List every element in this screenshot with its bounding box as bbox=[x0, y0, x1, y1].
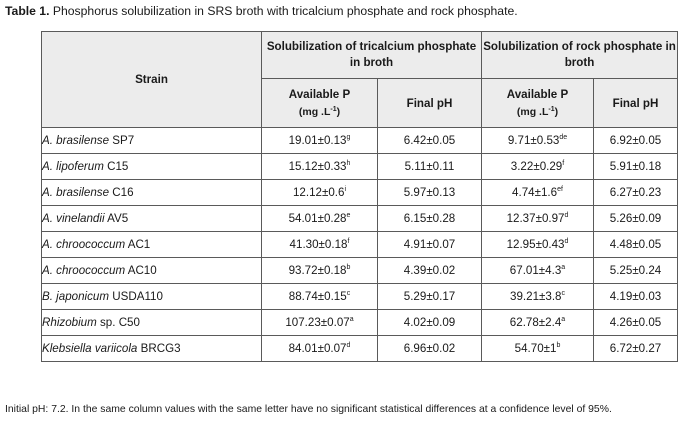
header-tricalcium-group: Solubilization of tricalcium phosphate in broth bbox=[262, 32, 482, 79]
tcp-final-ph-cell: 5.29±0.17 bbox=[378, 284, 482, 310]
rp-available-p-cell: 12.37±0.97$^d$ bbox=[482, 206, 594, 232]
rp-final-ph-cell: 5.26±0.09 bbox=[594, 206, 678, 232]
available-p-unit: (mg $.L^{-1}$) bbox=[516, 105, 559, 118]
table-row bbox=[42, 180, 678, 206]
table-row bbox=[42, 154, 678, 180]
tcp-final-ph-cell: 4.39±0.02 bbox=[378, 258, 482, 284]
strain-cell: A. lipoferum C15 bbox=[42, 154, 262, 180]
caption-text: Phosphorus solubilization in SRS broth with tricalcium phosphate and rock phosphate. bbox=[49, 4, 518, 18]
rp-available-p-cell: 12.95±0.43$^d$ bbox=[482, 232, 594, 258]
strain-cell: A. chroococcum AC1 bbox=[42, 232, 262, 258]
available-p-label: Available P bbox=[288, 87, 351, 101]
tcp-final-ph-cell: 5.11±0.11 bbox=[378, 154, 482, 180]
rp-final-ph-cell: 6.72±0.27 bbox=[594, 336, 678, 362]
rp-available-p-cell: 39.21±3.8$^c$ bbox=[482, 284, 594, 310]
table-caption bbox=[5, 3, 518, 19]
tcp-final-ph-cell: 6.96±0.02 bbox=[378, 336, 482, 362]
header-rp-final-ph: Final pH bbox=[594, 79, 678, 128]
rp-available-p-cell: 9.71±0.53de bbox=[482, 128, 594, 154]
rp-available-p-cell: 4.74±1.6$^{ef}$ bbox=[482, 180, 594, 206]
strain-cell: B. japonicum USDA110 bbox=[42, 284, 262, 310]
rp-available-p-cell: 67.01±4.3$^a$ bbox=[482, 258, 594, 284]
header-tcp-available-p bbox=[262, 79, 378, 128]
table-row bbox=[42, 128, 678, 154]
rp-final-ph-cell: 4.48±0.05 bbox=[594, 232, 678, 258]
tcp-final-ph-cell: 4.02±0.09 bbox=[378, 310, 482, 336]
rp-final-ph-cell: 4.19±0.03 bbox=[594, 284, 678, 310]
rp-final-ph-cell: 4.26±0.05 bbox=[594, 310, 678, 336]
rp-final-ph-cell: 6.27±0.23 bbox=[594, 180, 678, 206]
tcp-available-p-cell: 15.12±0.33$^h$ bbox=[262, 154, 378, 180]
header-strain: Strain bbox=[42, 32, 262, 128]
tcp-available-p-cell: 107.23±0.07$^a$ bbox=[262, 310, 378, 336]
rp-available-p-cell: $54.70\pm 1^b$ bbox=[482, 336, 594, 362]
tcp-available-p-cell: 84.01±0.07$^d$ bbox=[262, 336, 378, 362]
header-tcp-final-ph: Final pH bbox=[378, 79, 482, 128]
strain-cell: A. vinelandii AV5 bbox=[42, 206, 262, 232]
available-p-label: Available P bbox=[506, 87, 569, 101]
rp-final-ph-cell: 6.92±0.05 bbox=[594, 128, 678, 154]
strain-cell: A. brasilense SP7 bbox=[42, 128, 262, 154]
tcp-available-p-cell: $12.12\pm 0.6^i$ bbox=[262, 180, 378, 206]
strain-cell: Rhizobium sp. C50 bbox=[42, 310, 262, 336]
results-table bbox=[41, 31, 678, 362]
table-row bbox=[42, 336, 678, 362]
rp-final-ph-cell: 5.25±0.24 bbox=[594, 258, 678, 284]
tcp-final-ph-cell: 5.97±0.13 bbox=[378, 180, 482, 206]
header-rock-group: Solubilization of rock phosphate in broth bbox=[482, 32, 678, 79]
strain-cell: A. brasilense C16 bbox=[42, 180, 262, 206]
rp-available-p-cell: 62.78±2.4$^a$ bbox=[482, 310, 594, 336]
rp-available-p-cell: 3.22±0.29$^f$ bbox=[482, 154, 594, 180]
tcp-final-ph-cell: 4.91±0.07 bbox=[378, 232, 482, 258]
table-row bbox=[42, 206, 678, 232]
header-rp-available-p bbox=[482, 79, 594, 128]
tcp-available-p-cell: 93.72±0.18$^b$ bbox=[262, 258, 378, 284]
caption-label: Table 1. bbox=[5, 4, 50, 18]
tcp-available-p-cell: 19.01±0.13$^g$ bbox=[262, 128, 378, 154]
table-row bbox=[42, 284, 678, 310]
table-row bbox=[42, 232, 678, 258]
table-row bbox=[42, 310, 678, 336]
strain-cell: A. chroococcum AC10 bbox=[42, 258, 262, 284]
tcp-final-ph-cell: 6.15±0.28 bbox=[378, 206, 482, 232]
table-row bbox=[42, 258, 678, 284]
tcp-available-p-cell: 54.01±0.28$^e$ bbox=[262, 206, 378, 232]
table-footnote: Initial pH: 7.2. In the same column values with the same letter have no significant statistical differences at a confidence level of 95%. bbox=[5, 404, 612, 415]
tcp-final-ph-cell: 6.42±0.05 bbox=[378, 128, 482, 154]
available-p-unit: (mg $.L^{-1}$) bbox=[298, 105, 341, 118]
tcp-available-p-cell: 88.74±0.15$^c$ bbox=[262, 284, 378, 310]
tcp-available-p-cell: 41.30±0.18$^f$ bbox=[262, 232, 378, 258]
rp-final-ph-cell: 5.91±0.18 bbox=[594, 154, 678, 180]
table-body bbox=[42, 128, 678, 362]
strain-cell: Klebsiella variicola BRCG3 bbox=[42, 336, 262, 362]
